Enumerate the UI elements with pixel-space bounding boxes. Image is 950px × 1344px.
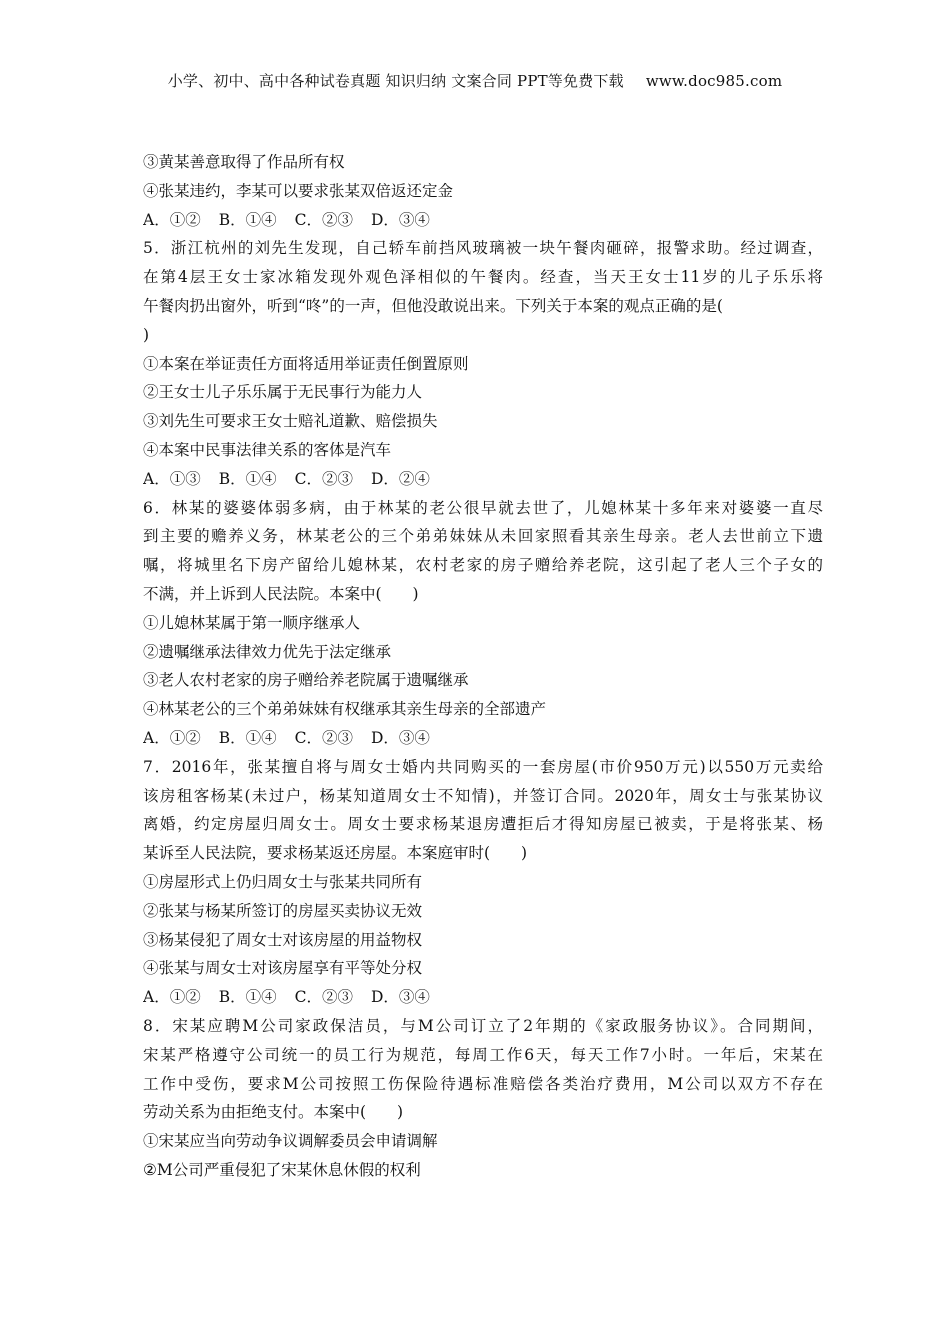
- q8-item-2: ②M公司严重侵犯了宋某休息休假的权利: [143, 1160, 421, 1179]
- q6-stem-line-3: 嘱，将城里名下房产留给儿媳林某，农村老家的房子赠给养老院，这引起了老人三个子女的: [143, 556, 823, 575]
- q5-item-1: ①本案在举证责任方面将适用举证责任倒置原则: [143, 354, 469, 373]
- q5-stem-line-1: 5．浙江杭州的刘先生发现，自己轿车前挡风玻璃被一块午餐肉砸碎，报警求助。经过调查，: [143, 239, 823, 258]
- q5-option-b: B．①④: [218, 469, 277, 488]
- q4-option-d: D．③④: [370, 210, 430, 229]
- q7-option-d: D．③④: [370, 988, 430, 1007]
- q5-item-4: ④本案中民事法律关系的客体是汽车: [143, 440, 392, 459]
- q7-option-c: C．②③: [294, 988, 353, 1007]
- q7-item-4: ④张某与周女士对该房屋享有平等处分权: [143, 959, 423, 978]
- q6-item-4: ④林某老公的三个弟弟妹妹有权继承其亲生母亲的全部遗产: [143, 700, 547, 719]
- q5-stem-line-4: ): [143, 325, 150, 344]
- q6-option-c: C．②③: [294, 728, 353, 747]
- q6-option-a: A．①②: [143, 728, 201, 747]
- page-header: [0, 70, 950, 91]
- q5-option-d: D．②④: [370, 469, 430, 488]
- q6-item-3: ③老人农村老家的房子赠给养老院属于遗嘱继承: [143, 671, 469, 690]
- q4-option-c: C．②③: [294, 210, 353, 229]
- q6-stem-line-4: 不满，并上诉到人民法院。本案中( ): [143, 584, 419, 603]
- q8-stem-line-2: 宋某严格遵守公司统一的员工行为规范，每周工作6天，每天工作7小时。一年后，宋某在: [143, 1045, 823, 1064]
- q5-stem-line-2: 在第4层王女士家冰箱发现外观色泽相似的午餐肉。经查，当天王女士11岁的儿子乐乐将: [143, 268, 823, 287]
- q4-options: [143, 206, 823, 235]
- header-url: www.doc985.com: [645, 72, 783, 90]
- q8-item-1: ①宋某应当向劳动争议调解委员会申请调解: [143, 1132, 438, 1151]
- q6-option-d: D．③④: [370, 728, 430, 747]
- q6-option-b: B．①④: [218, 728, 277, 747]
- q7-item-2: ②张某与杨某所签订的房屋买卖协议无效: [143, 901, 423, 920]
- q5-option-a: A．①③: [143, 469, 201, 488]
- header-text: 小学、初中、高中各种试卷真题 知识归纳 文案合同 PPT等免费下载: [167, 72, 624, 90]
- q4-item-3: ③黄某善意取得了作品所有权: [143, 153, 345, 171]
- document-body: [143, 148, 823, 1185]
- q7-option-a: A．①②: [143, 988, 201, 1007]
- q6-item-2: ②遗嘱继承法律效力优先于法定继承: [143, 642, 392, 661]
- q6-stem-line-2: 到主要的赡养义务，林某老公的三个弟弟妹妹从未回家照看其亲生母亲。老人去世前立下遗: [143, 527, 823, 546]
- q7-stem-line-1: 7．2016年，张某擅自将与周女士婚内共同购买的一套房屋(市价950万元)以550万元卖给: [143, 757, 823, 776]
- q7-option-b: B．①④: [218, 988, 277, 1007]
- q4-item-4: ④张某违约，李某可以要求张某双倍返还定金: [143, 181, 454, 200]
- q8-stem-line-3: 工作中受伤，要求M公司按照工伤保险待遇标准赔偿各类治疗费用，M公司以双方不存在: [143, 1074, 823, 1093]
- q5-stem-line-3: 午餐肉扔出窗外，听到“咚”的一声，但他没敢说出来。下列关于本案的观点正确的是(: [143, 296, 723, 315]
- q4-option-b: B．①④: [218, 210, 277, 229]
- q5-options: [143, 465, 823, 494]
- q6-item-1: ①儿媳林某属于第一顺序继承人: [143, 613, 361, 632]
- q5-option-c: C．②③: [294, 469, 353, 488]
- q7-stem-line-3: 离婚，约定房屋归周女士。周女士要求杨某退房遭拒后才得知房屋已被卖，于是将张某、杨: [143, 815, 823, 834]
- q7-stem-line-4: 某诉至人民法院，要求杨某返还房屋。本案庭审时( ): [143, 844, 528, 863]
- q7-item-3: ③杨某侵犯了周女士对该房屋的用益物权: [143, 930, 423, 949]
- q4-option-a: A．①②: [143, 210, 201, 229]
- q8-stem-line-4: 劳动关系为由拒绝支付。本案中( ): [143, 1103, 404, 1122]
- q5-item-3: ③刘先生可要求王女士赔礼道歉、赔偿损失: [143, 412, 438, 431]
- q6-stem-line-1: 6．林某的婆婆体弱多病，由于林某的老公很早就去世了，儿媳林某十多年来对婆婆一直尽: [143, 498, 823, 517]
- q6-options: [143, 724, 823, 753]
- q7-stem-line-2: 该房租客杨某(未过户，杨某知道周女士不知情)，并签订合同。2020年，周女士与张某协议: [143, 786, 823, 805]
- q5-item-2: ②王女士儿子乐乐属于无民事行为能力人: [143, 383, 423, 402]
- q7-item-1: ①房屋形式上仍归周女士与张某共同所有: [143, 872, 423, 891]
- q7-options: [143, 983, 823, 1012]
- q8-stem-line-1: 8．宋某应聘M公司家政保洁员，与M公司订立了2年期的《家政服务协议》。合同期间，: [143, 1016, 823, 1035]
